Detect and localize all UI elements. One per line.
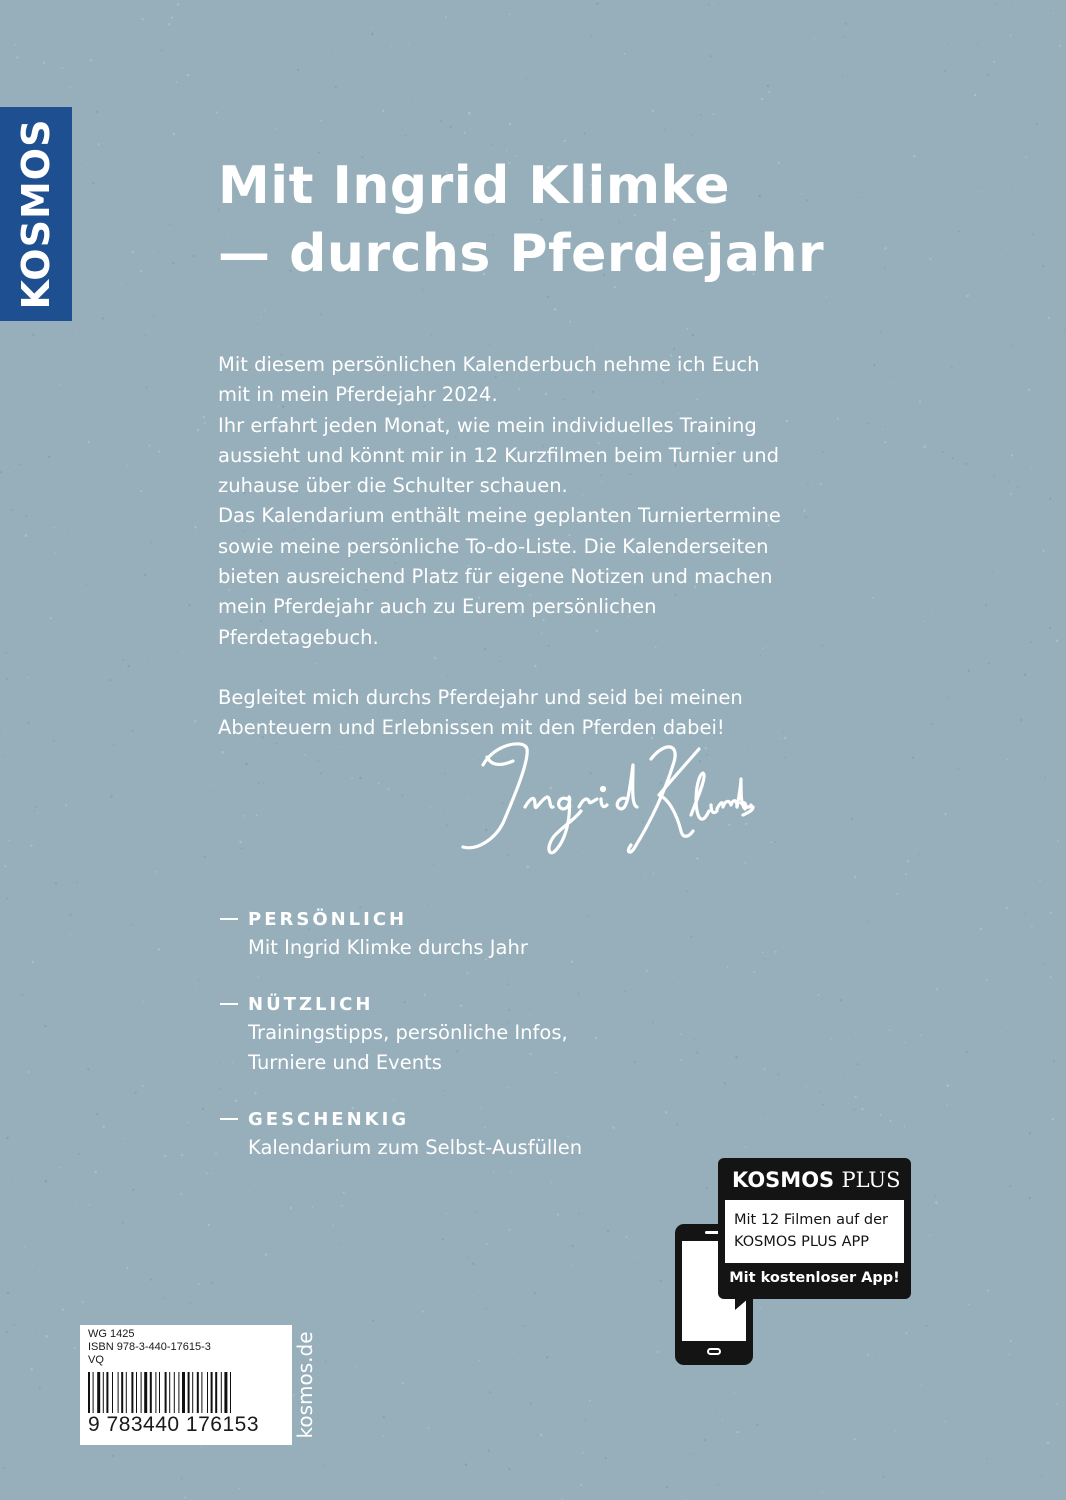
desc-line: Begleitet mich durchs Pferdejahr und seid bei meinen [218, 685, 743, 709]
desc-line: Ihr erfahrt jeden Monat, wie mein individuelles Training [218, 413, 757, 437]
signature [455, 735, 755, 865]
dash-icon [220, 918, 238, 920]
kosmos-logo [0, 107, 72, 321]
speech-bubble-tail [735, 1298, 749, 1310]
kosmos-logo-text: KOSMOS [14, 118, 58, 310]
desc-line: Abenteuern und Erlebnissen mit den Pferden dabei! [218, 716, 725, 740]
barcode-meta: WG 1425 ISBN 978-3-440-17615-3 VQ [88, 1328, 211, 1366]
feature-text: Mit Ingrid Klimke durchs Jahr [248, 936, 528, 959]
description [218, 350, 818, 744]
feature-item [218, 1105, 718, 1163]
desc-line: aussieht und könnt mir in 12 Kurzfilmen beim Turnier und [218, 443, 779, 467]
barcode-digits: 9 783440 176153 [88, 1413, 259, 1436]
feature-heading: NÜTZLICH [218, 990, 718, 1018]
desc-line: mit in mein Pferdejahr 2024. [218, 383, 498, 407]
barcode-panel [80, 1325, 292, 1445]
website-url: kosmos.de [293, 1331, 317, 1439]
desc-line: Das Kalendarium enthält meine geplanten Turniertermine [218, 504, 781, 528]
desc-line: bieten ausreichend Platz für eigene Notizen und machen [218, 565, 773, 589]
description-paragraph-1 [218, 350, 818, 653]
dash-icon [220, 1003, 238, 1005]
page-title [218, 152, 824, 288]
kosmos-plus-info: Mit 12 Filmen auf der KOSMOS PLUS APP [725, 1200, 904, 1263]
feature-heading: PERSÖNLICH [218, 905, 718, 933]
feature-item [218, 905, 718, 963]
desc-line: zuhause über die Schulter schauen. [218, 474, 568, 498]
feature-heading: GESCHENKIG [218, 1105, 718, 1133]
feature-item [218, 990, 718, 1078]
desc-line: sowie meine persönliche To-do-Liste. Die Kalenderseiten [218, 534, 769, 558]
desc-line: mein Pferdejahr auch zu Eurem persönlichen Pferdetagebuch. [218, 595, 657, 649]
feature-text: Kalendarium zum Selbst-Ausfüllen [248, 1136, 583, 1159]
kosmos-plus-title: KOSMOS PLUS [732, 1168, 901, 1192]
desc-line: Mit diesem persönlichen Kalenderbuch nehme ich Euch [218, 353, 760, 376]
title-line-1: Mit Ingrid Klimke [218, 156, 730, 216]
feature-list [218, 905, 718, 1190]
dash-icon [220, 1118, 238, 1120]
feature-text: Trainingstipps, persönliche Infos, Turniere und Events [248, 1021, 568, 1074]
kosmos-plus-footer: Mit kostenloser App! [729, 1270, 900, 1286]
kosmos-plus-badge [718, 1158, 911, 1299]
title-line-2: — durchs Pferdejahr [218, 224, 825, 284]
